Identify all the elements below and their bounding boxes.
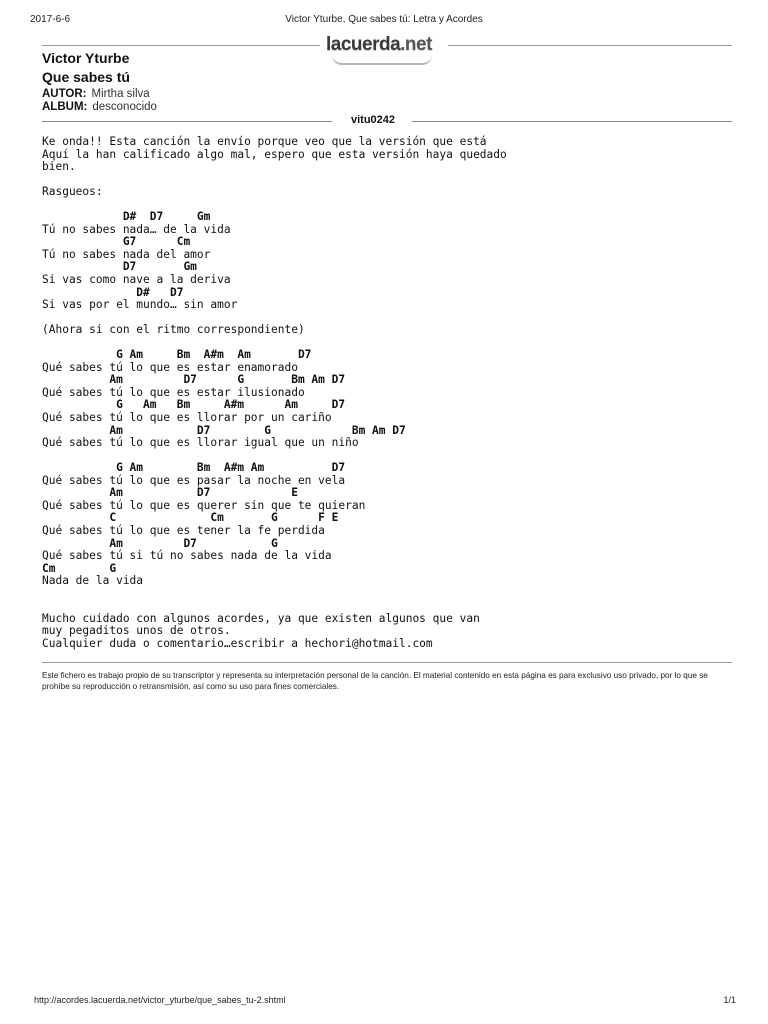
author-row: [42, 88, 150, 100]
album-value: desconocido: [92, 101, 157, 113]
blank-line: [42, 174, 732, 187]
disclaimer-text: Este fichero es trabajo propio de su transcriptor y representa su interpretación personal de la canción. El material contenido en esta página es para exclusivo uso privado, por lo que se prohíbe su reproducción o retransmisión, así como su uso para fines comerciales.: [42, 671, 708, 691]
logo-swoosh-icon: [332, 55, 432, 65]
transcriber-divider-right: [412, 121, 732, 122]
lyric-line: Tú no sabes nada… de la vida: [42, 222, 231, 236]
chord-line: D# D7 Gm: [42, 210, 211, 224]
lyric-line: Cualquier duda o comentario…escribir a hechori@hotmail.com: [42, 636, 433, 650]
print-title: Victor Yturbe, Que sabes tú: Letra y Acordes: [285, 14, 483, 25]
chord-line: G Am Bm A#m Am D7: [42, 348, 312, 362]
lyric-line: Mucho cuidado con algunos acordes, ya que existen algunos que van: [42, 611, 480, 625]
transcriber-name[interactable]: vitu0242: [350, 114, 396, 126]
lyric-line: Qué sabes tú lo que es estar enamorado: [42, 360, 298, 374]
album-row: [42, 101, 157, 113]
album-label: ALBUM:: [42, 101, 88, 113]
chord-line: Cm G: [42, 561, 117, 575]
transcriber-divider-left: [42, 121, 332, 122]
footer-divider: [42, 662, 732, 663]
lyric-line: Qué sabes tú lo que es tener la fe perdida: [42, 523, 325, 537]
lyric-line: Qué sabes tú lo que es llorar por un cariño: [42, 411, 332, 425]
author-label: AUTOR:: [42, 88, 87, 100]
header-divider-right: [448, 45, 732, 46]
blank-line: [42, 600, 732, 613]
chord-line: D# D7: [42, 285, 184, 299]
footer-url: http://acordes.lacuerda.net/victor_yturbe/que_sabes_tu-2.shtml: [34, 995, 286, 1005]
lyric-line: Ke onda!! Esta canción la envío porque veo que la versión que está: [42, 135, 487, 148]
chord-line: Am D7 G Bm Am D7: [42, 373, 346, 387]
chord-line: D7 Gm: [42, 260, 197, 274]
chord-line: G Am Bm A#m Am D7: [42, 398, 346, 412]
chord-line: C Cm G F E: [42, 511, 339, 525]
print-header: [30, 14, 738, 30]
lyric-line: bien.: [42, 160, 76, 174]
print-date: 2017-6-6: [30, 14, 71, 25]
lyric-line: Aquí la han calificado algo mal, espero que esta versión haya quedado: [42, 147, 507, 161]
song-title: Que sabes tú: [42, 69, 130, 85]
header-divider-left: [42, 45, 320, 46]
page-number: 1/1: [723, 995, 736, 1005]
lyric-line: Qué sabes tú lo que es estar ilusionado: [42, 385, 305, 399]
logo-text-main: lacuerda: [326, 34, 401, 55]
blank-line: [42, 588, 732, 601]
chord-line: G Am Bm A#m Am D7: [42, 461, 346, 475]
chord-line: Am D7 E: [42, 486, 298, 500]
lyric-line: Nada de la vida: [42, 574, 144, 588]
author-value: Mirtha silva: [91, 88, 150, 100]
lyric-line: Qué sabes tú lo que es pasar la noche en vela: [42, 473, 346, 487]
lyric-line: muy pegaditos unos de otros.: [42, 624, 231, 638]
chord-line: G7 Cm: [42, 235, 191, 249]
lyric-line: Qué sabes tú si tú no sabes nada de la vida: [42, 549, 332, 563]
lyric-line: Rasgueos:: [42, 185, 103, 199]
lyric-line: Qué sabes tú lo que es querer sin que te quieran: [42, 498, 366, 512]
lyric-line: Tú no sabes nada del amor: [42, 247, 211, 261]
chord-line: Am D7 G: [42, 536, 278, 550]
lyric-line: Si vas como nave a la deriva: [42, 273, 231, 287]
artist-name[interactable]: Victor Yturbe: [42, 50, 130, 66]
logo-text-tld: .net: [400, 34, 432, 55]
lacuerda-logo[interactable]: [326, 34, 446, 58]
lyric-line: Qué sabes tú lo que es llorar igual que un niño: [42, 436, 359, 450]
lyric-line: Si vas por el mundo… sin amor: [42, 298, 238, 312]
song-body: [42, 136, 732, 650]
lyric-line: (Ahora si con el ritmo correspondiente): [42, 323, 305, 337]
chord-line: Am D7 G Bm Am D7: [42, 423, 406, 437]
